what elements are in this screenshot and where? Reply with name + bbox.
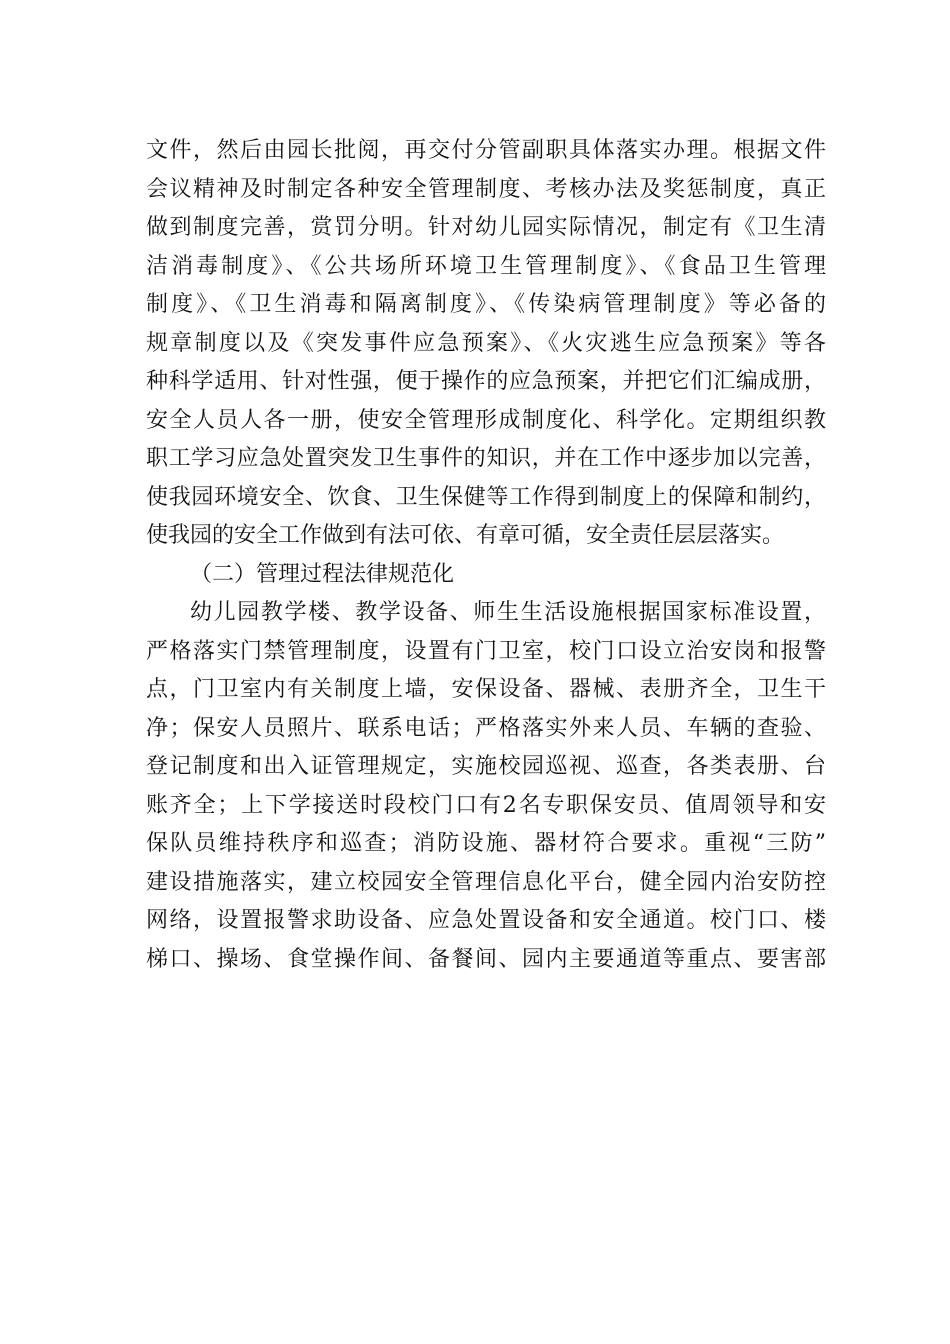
text-line: 使我园环境安全、饮食、卫生保健等工作得到制度上的保障和制约， bbox=[146, 484, 826, 510]
text-line: 点，门卫室内有关制度上墙，安保设备、器械、表册齐全，卫生干 bbox=[146, 677, 826, 702]
text-line: 保队员维持秩序和巡查；消防设施、器材符合要求。重视“三防” bbox=[146, 831, 826, 856]
text-line: 规章制度以及《突发事件应急预案》、《火灾逃生应急预案》等各 bbox=[146, 330, 826, 356]
text-line: 会议精神及时制定各种安全管理制度、考核办法及奖惩制度，真正 bbox=[146, 176, 826, 202]
text-line: 账齐全；上下学接送时段校门口有2名专职保安员、值周领导和安 bbox=[146, 792, 826, 818]
text-line: 文件，然后由园长批阅，再交付分管副职具体落实办理。根据文件 bbox=[146, 138, 826, 163]
text-line: 建设措施落实，建立校园安全管理信息化平台，健全园内治安防控 bbox=[146, 869, 826, 895]
text-line: 职工学习应急处置突发卫生事件的知识，并在工作中逐步加以完善， bbox=[146, 446, 826, 471]
text-line: 幼儿园教学楼、教学设备、师生生活设施根据国家标准设置， bbox=[190, 600, 826, 625]
text-line: 严格落实门禁管理制度，设置有门卫室，校门口设立治安岗和报警 bbox=[146, 638, 826, 664]
text-line: 登记制度和出入证管理规定，实施校园巡视、巡查，各类表册、台 bbox=[146, 754, 826, 779]
text-line: 使我园的安全工作做到有法可依、有章可循，安全责任层层落实。 bbox=[146, 523, 785, 548]
text-line: 净；保安人员照片、联系电话；严格落实外来人员、车辆的查验、 bbox=[146, 715, 826, 741]
text-line: 做到制度完善，赏罚分明。针对幼儿园实际情况，制定有《卫生清 bbox=[146, 215, 826, 240]
text-line: 洁消毒制度》、《公共场所环境卫生管理制度》、《食品卫生管理 bbox=[146, 253, 826, 279]
document-body bbox=[146, 132, 826, 979]
section-heading: （二）管理过程法律规范化 bbox=[190, 561, 455, 587]
text-line: 网络，设置报警求助设备、应急处置设备和安全通道。校门口、楼 bbox=[146, 908, 826, 933]
text-line: 制度》、《卫生消毒和隔离制度》、《传染病管理制度》等必备的 bbox=[146, 292, 826, 317]
text-line: 梯口、操场、食堂操作间、备餐间、园内主要通道等重点、要害部 bbox=[146, 946, 826, 972]
text-line: 安全人员人各一册，使安全管理形成制度化、科学化。定期组织教 bbox=[146, 407, 826, 433]
text-line: 种科学适用、针对性强，便于操作的应急预案，并把它们汇编成册， bbox=[146, 369, 826, 394]
